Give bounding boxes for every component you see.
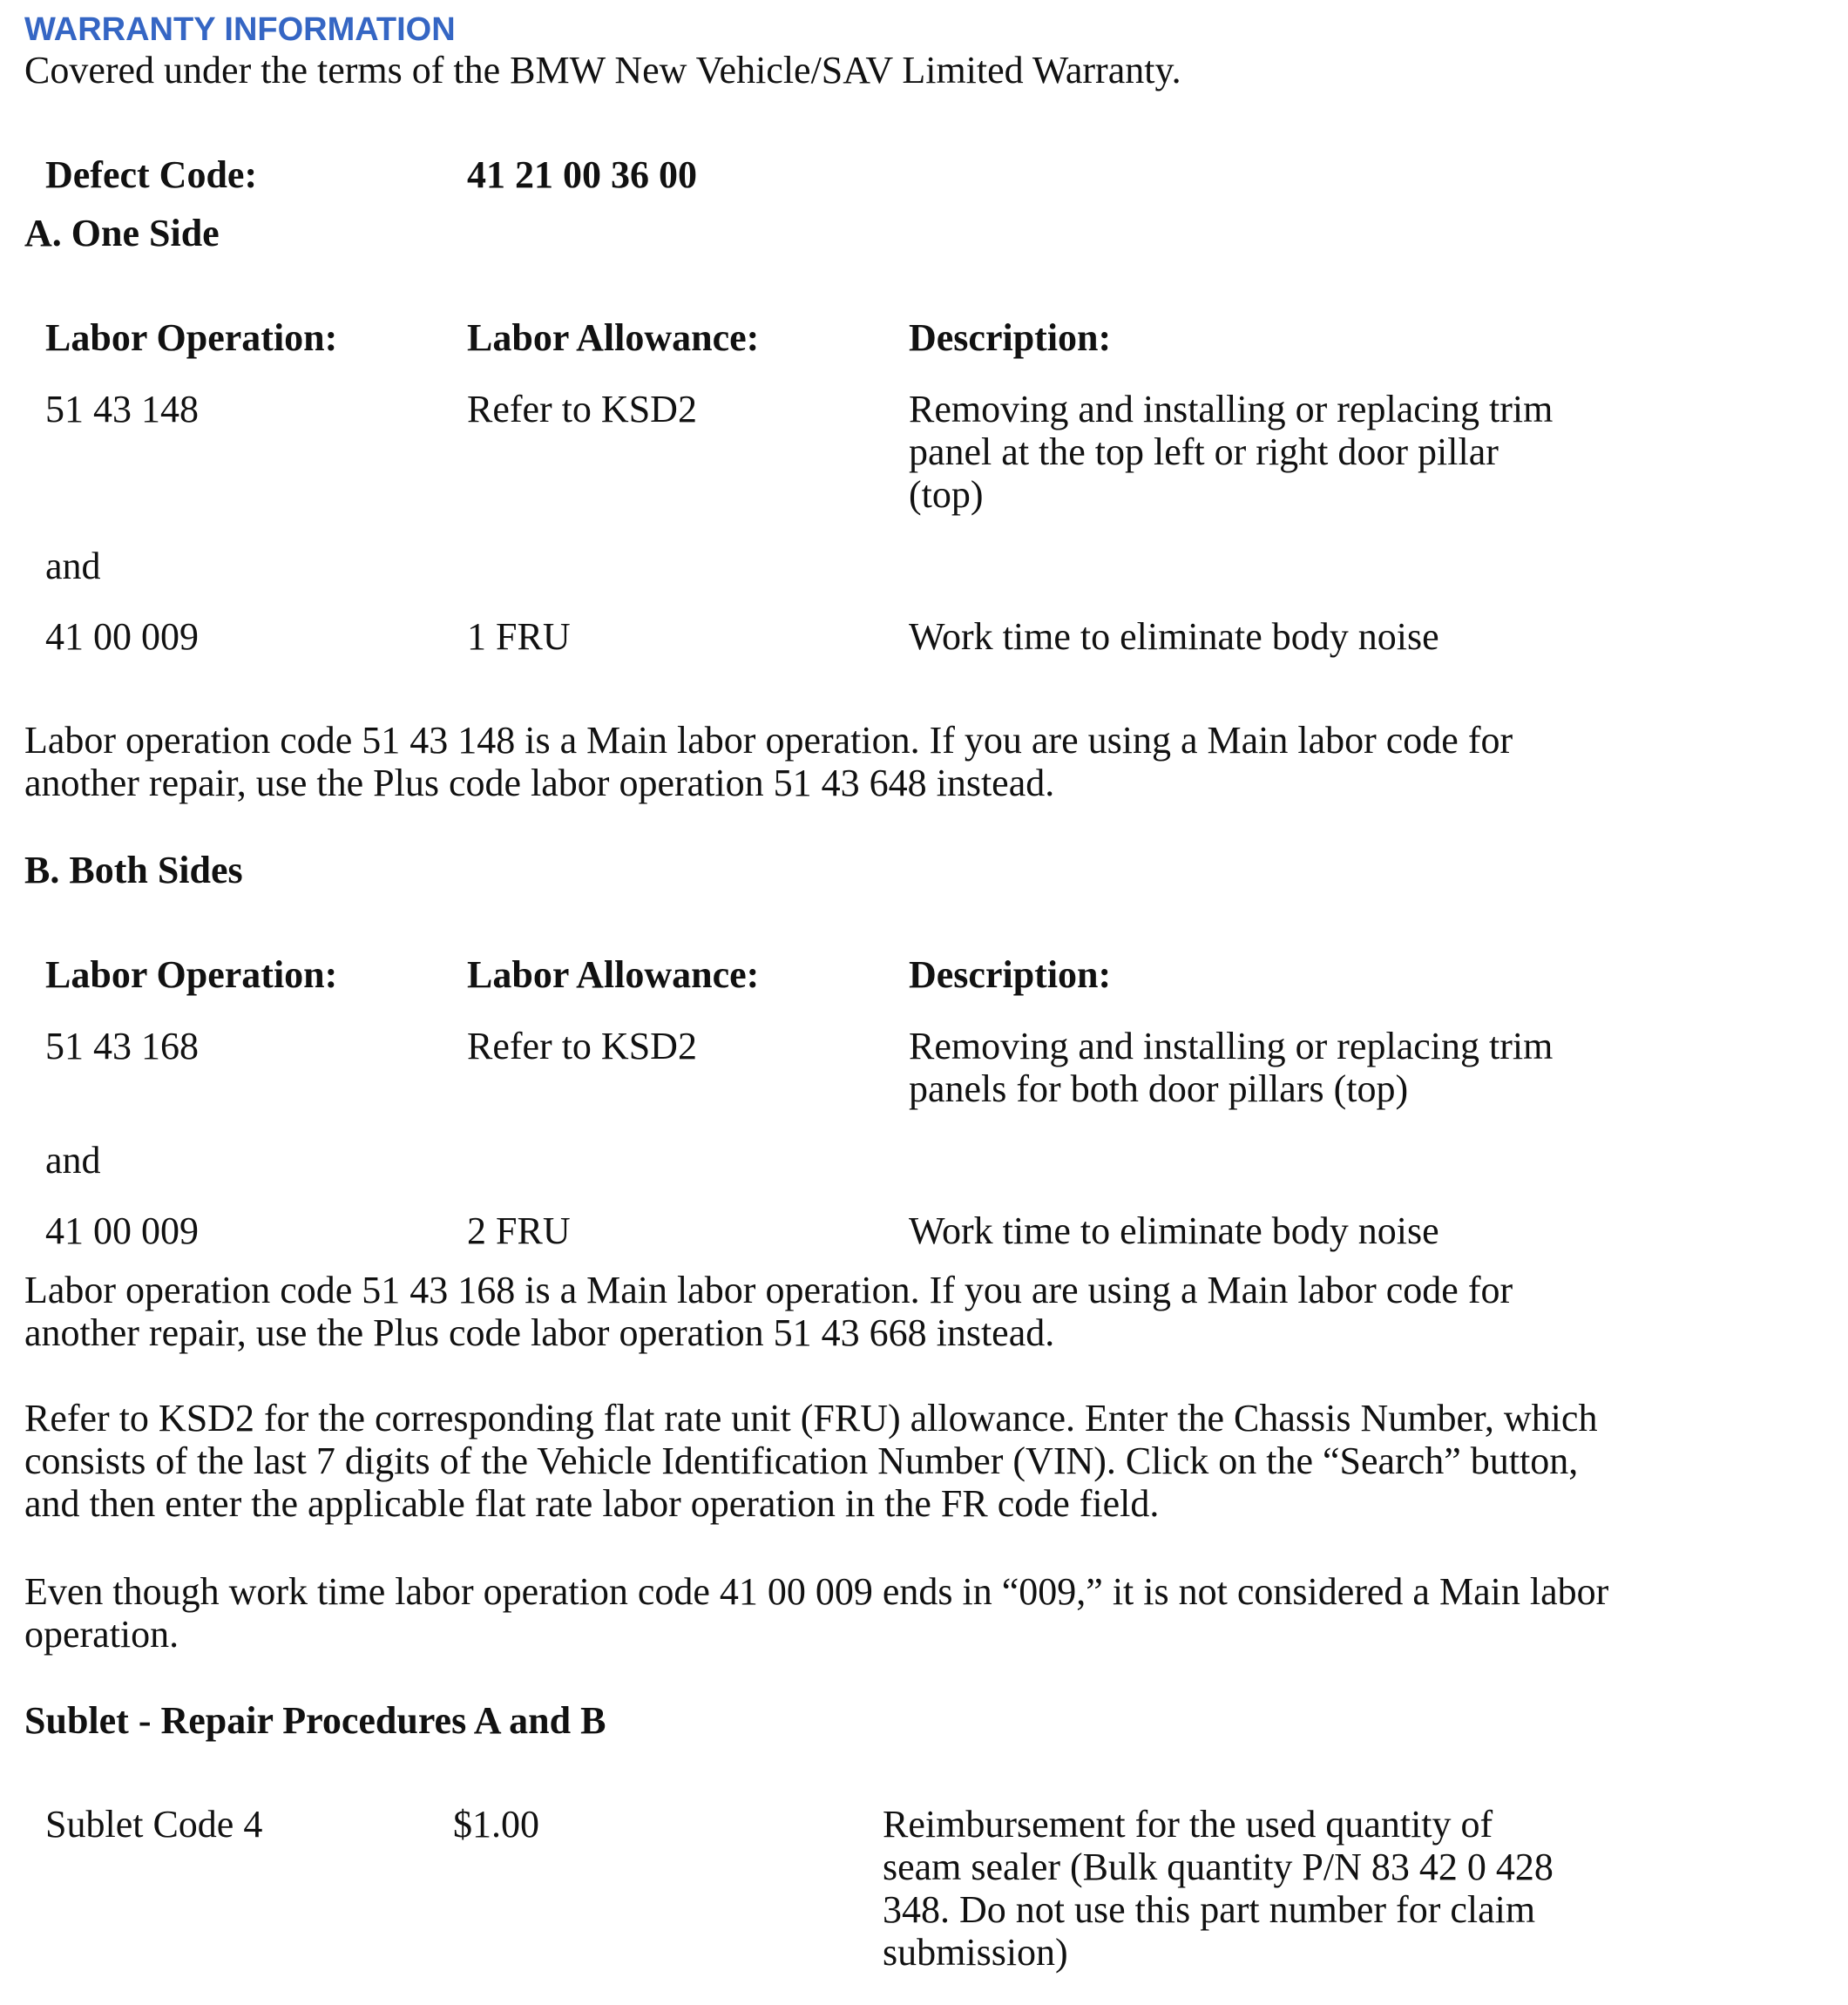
note-line: operation. [24,1613,179,1656]
description-line: panels for both door pillars (top) [909,1067,1409,1110]
section-b-note [24,1269,1513,1354]
description-line: Removing and installing or replacing trim [909,1025,1554,1067]
section-a-row-2-operation: 41 00 009 [45,615,199,658]
section-a-row-1-description [909,388,1553,516]
section-a-header-allowance: Labor Allowance: [467,316,760,359]
description-line: panel at the top left or right door pillar [909,430,1499,473]
work-time-note [24,1570,1608,1656]
section-a-header-description: Description: [909,316,1112,359]
section-a-row-1-allowance: Refer to KSD2 [467,388,697,430]
section-a-connector: and [45,545,101,587]
description-line: (top) [909,473,984,516]
section-b-header-description: Description: [909,953,1112,996]
section-b-title: B. Both Sides [24,849,243,891]
section-a-row-1-operation: 51 43 148 [45,388,199,430]
section-a-header-operation: Labor Operation: [45,316,338,359]
sublet-title: Sublet - Repair Procedures A and B [24,1699,606,1742]
section-b-header-operation: Labor Operation: [45,953,338,996]
description-line: 348. Do not use this part number for claim [883,1888,1536,1931]
section-b-row-2-operation: 41 00 009 [45,1209,199,1252]
section-b-row-1-operation: 51 43 168 [45,1025,199,1067]
sublet-amount: $1.00 [453,1803,539,1846]
note-line: Labor operation code 51 43 168 is a Main labor operation. If you are using a Main labor code for [24,1269,1513,1311]
description-line: Reimbursement for the used quantity of [883,1803,1493,1846]
note-line: Even though work time labor operation code 41 00 009 ends in “009,” it is not considered a Main labor [24,1570,1609,1613]
sublet-code: Sublet Code 4 [45,1803,263,1846]
section-b-connector: and [45,1139,101,1182]
defect-code-value: 41 21 00 36 00 [467,153,697,196]
sublet-description [883,1803,1554,1974]
description-line: seam sealer (Bulk quantity P/N 83 42 0 428 [883,1846,1554,1888]
note-line: another repair, use the Plus code labor operation 51 43 648 instead. [24,762,1055,804]
description-line: Removing and installing or replacing trim [909,388,1554,430]
section-a-row-2-description: Work time to eliminate body noise [909,615,1439,658]
section-a-row-2-allowance: 1 FRU [467,615,571,658]
section-a-title: A. One Side [24,212,220,254]
coverage-text: Covered under the terms of the BMW New Vehicle/SAV Limited Warranty. [24,49,1181,91]
page-title: WARRANTY INFORMATION [24,11,456,48]
section-b-row-1-allowance: Refer to KSD2 [467,1025,697,1067]
description-line: submission) [883,1931,1068,1974]
note-line: and then enter the applicable flat rate labor operation in the FR code field. [24,1482,1160,1525]
note-line: consists of the last 7 digits of the Vehicle Identification Number (VIN). Click on the “Search” button, [24,1439,1579,1482]
note-line: another repair, use the Plus code labor operation 51 43 668 instead. [24,1311,1055,1354]
note-line: Labor operation code 51 43 148 is a Main labor operation. If you are using a Main labor code for [24,719,1513,762]
section-b-row-2-description: Work time to eliminate body noise [909,1209,1439,1252]
section-a-note [24,719,1513,804]
section-b-row-2-allowance: 2 FRU [467,1209,571,1252]
ksd2-note [24,1397,1597,1525]
note-line: Refer to KSD2 for the corresponding flat rate unit (FRU) allowance. Enter the Chassis Number, which [24,1397,1598,1439]
defect-code-label: Defect Code: [45,153,258,196]
section-b-row-1-description [909,1025,1553,1110]
section-b-header-allowance: Labor Allowance: [467,953,760,996]
